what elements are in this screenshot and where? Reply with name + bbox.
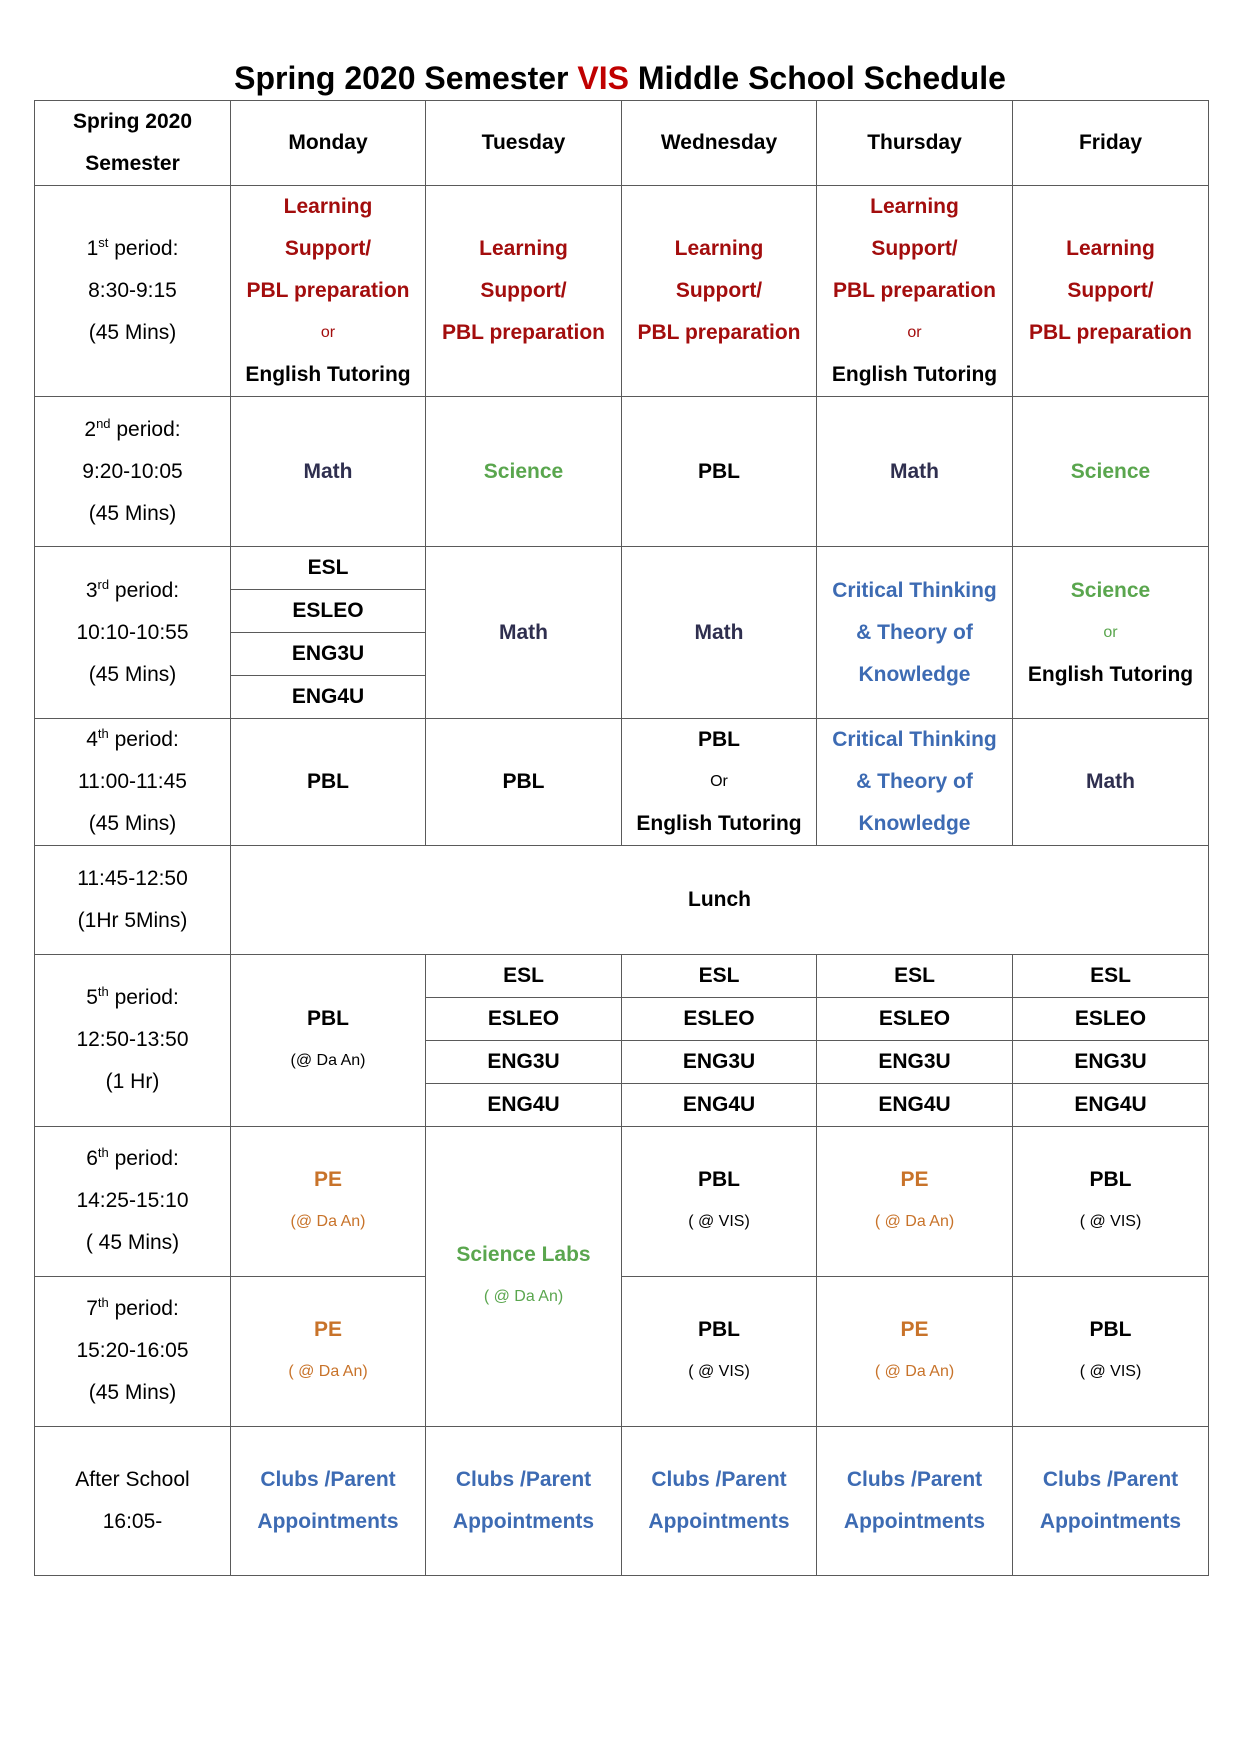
row-lunch (35, 846, 1209, 954)
list-item: ENG3U (817, 1040, 1012, 1083)
row-period-3 (35, 547, 1209, 719)
mon-p2: Math (231, 397, 426, 547)
list-item: ENG4U (622, 1083, 816, 1126)
thu-p7: PE ( @ Da An) (817, 1276, 1013, 1426)
list-item: ESLEO (817, 997, 1012, 1040)
row-period-5 (35, 954, 1209, 1126)
tue-p6-p7: Science Labs ( @ Da An) (426, 1126, 622, 1426)
list-item: ENG4U (231, 675, 425, 718)
period-5-label: 5th period: 12:50-13:50 (1 Hr) (35, 954, 231, 1126)
period-4-label: 4th period: 11:00-11:45 (45 Mins) (35, 719, 231, 846)
wed-p2: PBL (622, 397, 817, 547)
thu-p2: Math (817, 397, 1013, 547)
fri-after: Clubs /Parent Appointments (1013, 1426, 1209, 1575)
mon-p1: Learning Support/ PBL preparation or English Tutoring (231, 186, 426, 397)
fri-p5 (1013, 954, 1209, 1126)
schedule-table (34, 100, 1209, 1576)
fri-p4: Math (1013, 719, 1209, 846)
wed-p4: PBL Or English Tutoring (622, 719, 817, 846)
row-period-1 (35, 186, 1209, 397)
list-item: ENG4U (1013, 1083, 1208, 1126)
row-period-6 (35, 1126, 1209, 1276)
thu-p4: Critical Thinking & Theory of Knowledge (817, 719, 1013, 846)
list-item: ENG3U (622, 1040, 816, 1083)
mon-p5: PBL (@ Da An) (231, 954, 426, 1126)
period-2-label: 2nd period: 9:20-10:05 (45 Mins) (35, 397, 231, 547)
list-item: ESLEO (1013, 997, 1208, 1040)
wed-after: Clubs /Parent Appointments (622, 1426, 817, 1575)
list-item: ENG4U (817, 1083, 1012, 1126)
period-6-label: 6th period: 14:25-15:10 ( 45 Mins) (35, 1126, 231, 1276)
list-item: ESLEO (231, 589, 425, 632)
page-title (0, 58, 1240, 98)
list-item: ESL (698, 963, 740, 987)
thu-p6: PE ( @ Da An) (817, 1126, 1013, 1276)
lunch-cell: Lunch (231, 846, 1209, 954)
row-period-2 (35, 397, 1209, 547)
after-school-label: After School 16:05- (35, 1426, 231, 1575)
header-thursday: Thursday (817, 101, 1013, 186)
tue-p2: Science (426, 397, 622, 547)
fri-p1: Learning Support/ PBL preparation (1013, 186, 1209, 397)
tue-p3: Math (426, 547, 622, 719)
fri-p6: PBL ( @ VIS) (1013, 1126, 1209, 1276)
row-period-7 (35, 1276, 1209, 1426)
wed-p3: Math (622, 547, 817, 719)
thu-p5 (817, 954, 1013, 1126)
period-7-label: 7th period: 15:20-16:05 (45 Mins) (35, 1276, 231, 1426)
header-row (35, 101, 1209, 186)
fri-p7: PBL ( @ VIS) (1013, 1276, 1209, 1426)
mon-p7: PE ( @ Da An) (231, 1276, 426, 1426)
row-after-school (35, 1426, 1209, 1575)
list-item: ENG3U (426, 1040, 621, 1083)
fri-p3: Science or English Tutoring (1013, 547, 1209, 719)
header-monday: Monday (231, 101, 426, 186)
header-tuesday: Tuesday (426, 101, 622, 186)
header-friday: Friday (1013, 101, 1209, 186)
mon-p3 (231, 547, 426, 719)
period-1-label: 1st period: 8:30-9:15 (45 Mins) (35, 186, 231, 397)
list-item: ESLEO (426, 997, 621, 1040)
fri-p2: Science (1013, 397, 1209, 547)
wed-p5 (622, 954, 817, 1126)
title-accent: VIS (577, 60, 629, 96)
list-item: ESL (307, 556, 349, 580)
list-item: ESLEO (622, 997, 816, 1040)
list-item: ENG3U (1013, 1040, 1208, 1083)
tue-p4: PBL (426, 719, 622, 846)
thu-p1: Learning Support/ PBL preparation or English Tutoring (817, 186, 1013, 397)
mon-p6: PE (@ Da An) (231, 1126, 426, 1276)
list-item: ESL (894, 963, 935, 987)
row-period-4 (35, 719, 1209, 846)
list-item: ESL (503, 963, 544, 987)
mon-p4: PBL (231, 719, 426, 846)
list-item: ESL (1090, 963, 1131, 987)
title-part2: Middle School Schedule (628, 60, 1006, 96)
header-corner: Spring 2020 Semester (35, 101, 231, 186)
period-3-label: 3rd period: 10:10-10:55 (45 Mins) (35, 547, 231, 719)
tue-p5 (426, 954, 622, 1126)
mon-after: Clubs /Parent Appointments (231, 1426, 426, 1575)
tue-p1: Learning Support/ PBL preparation (426, 186, 622, 397)
title-part1: Spring 2020 Semester (234, 60, 578, 96)
thu-after: Clubs /Parent Appointments (817, 1426, 1013, 1575)
thu-p3: Critical Thinking & Theory of Knowledge (817, 547, 1013, 719)
wed-p6: PBL ( @ VIS) (622, 1126, 817, 1276)
list-item: ENG4U (426, 1083, 621, 1126)
wed-p1: Learning Support/ PBL preparation (622, 186, 817, 397)
wed-p7: PBL ( @ VIS) (622, 1276, 817, 1426)
list-item: ENG3U (231, 632, 425, 675)
header-wednesday: Wednesday (622, 101, 817, 186)
lunch-label: 11:45-12:50 (1Hr 5Mins) (35, 846, 231, 954)
tue-after: Clubs /Parent Appointments (426, 1426, 622, 1575)
